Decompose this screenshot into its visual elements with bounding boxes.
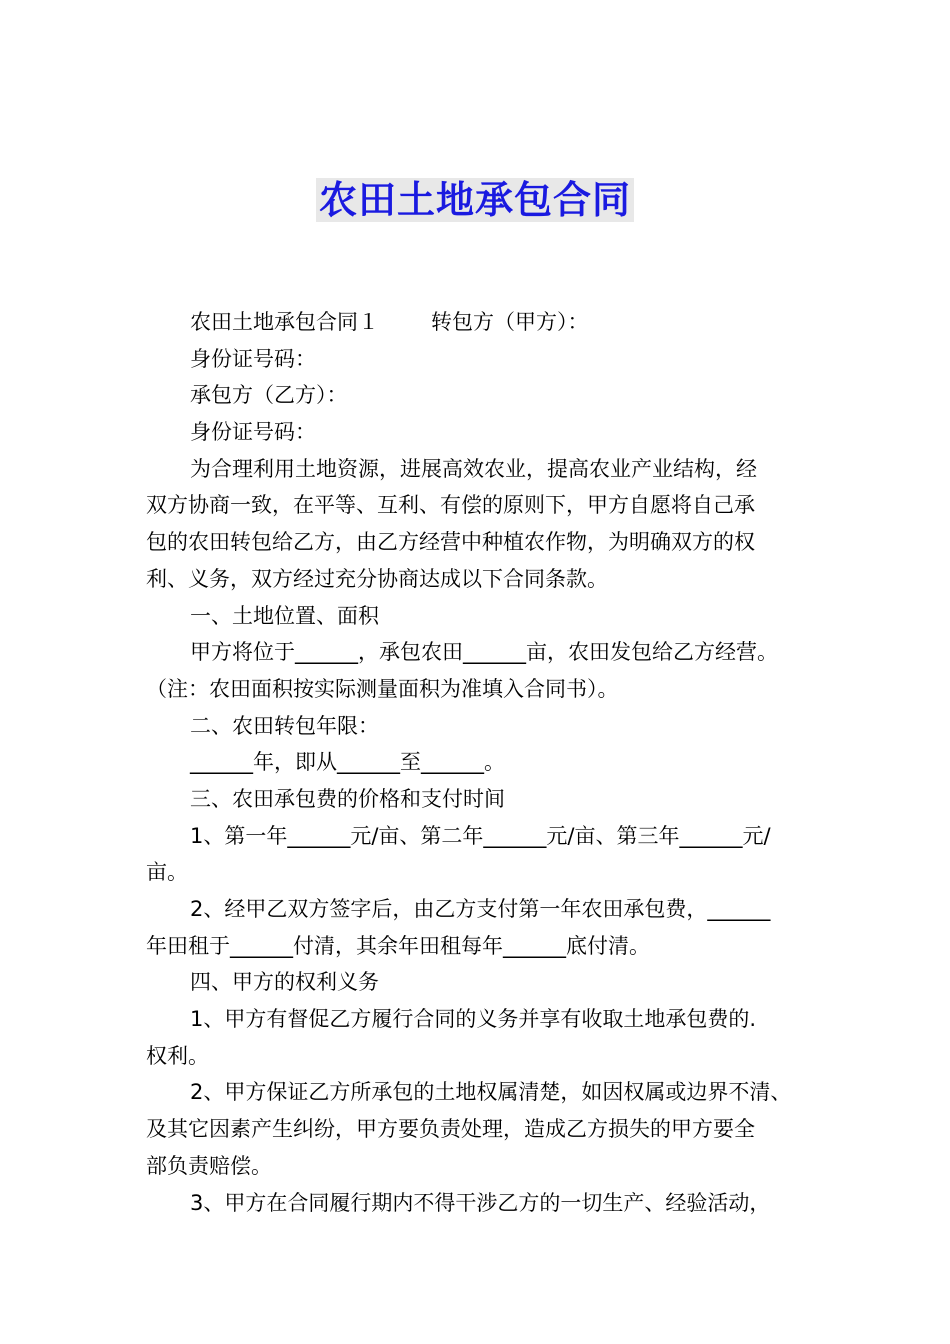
section-heading: 三、农田承包费的价格和支付时间 bbox=[190, 786, 505, 811]
paragraph-line bbox=[146, 304, 810, 341]
paragraph-line: 双方协商一致，在平等、互利、有偿的原则下，甲方自愿将自己承 bbox=[146, 493, 755, 518]
paragraph-line: 亩。 bbox=[146, 860, 188, 885]
paragraph-line: 包的农田转包给乙方，由乙方经营中种植农作物，为明确双方的权 bbox=[146, 530, 755, 555]
paragraph-line: 1、甲方有督促乙方履行合同的义务并享有收取土地承包费的. bbox=[190, 1007, 757, 1032]
paragraph-line: 2、甲方保证乙方所承包的土地权属清楚，如因权属或边界不清、 bbox=[190, 1080, 792, 1105]
paragraph-line: 为合理利用土地资源，进展高效农业，提高农业产业结构，经 bbox=[190, 456, 757, 481]
section-heading: 一、土地位置、面积 bbox=[190, 603, 379, 628]
paragraph-line: 身份证号码： bbox=[190, 346, 316, 371]
paragraph-line: 利、义务，双方经过充分协商达成以下合同条款。 bbox=[146, 566, 608, 591]
paragraph-line: 3、甲方在合同履行期内不得干涉乙方的一切生产、经验活动， bbox=[190, 1190, 771, 1215]
paragraph-line: 身份证号码： bbox=[190, 420, 316, 445]
paragraph-line: 甲方将位于______，承包农田______亩，农田发包给乙方经营。 bbox=[190, 640, 778, 665]
paragraph-line: 年田租于______付清，其余年田租每年______底付清。 bbox=[146, 933, 650, 958]
section-heading: 二、农田转包年限： bbox=[190, 713, 379, 738]
paragraph-line: 及其它因素产生纠纷，甲方要负责处理，造成乙方损失的甲方要全 bbox=[146, 1117, 755, 1142]
paragraph-line: ______年，即从______至______。 bbox=[190, 750, 505, 775]
paragraph-line: 部负责赔偿。 bbox=[146, 1153, 272, 1178]
party-a-label: 转包方（甲方）： bbox=[431, 310, 589, 334]
document-body bbox=[146, 304, 810, 1221]
paragraph-line: 2、经甲乙双方签字后，由乙方支付第一年农田承包费，______ bbox=[190, 897, 771, 921]
paragraph-line: （注：农田面积按实际测量面积为准填入合同书）。 bbox=[146, 676, 619, 701]
paragraph-line: 1、第一年______元/亩、第二年______元/亩、第三年______元/ bbox=[190, 823, 771, 848]
title-container bbox=[0, 178, 950, 222]
section-heading: 四、甲方的权利义务 bbox=[190, 970, 379, 995]
paragraph-line: 权利。 bbox=[146, 1043, 209, 1068]
line-text: 农田土地承包合同１ bbox=[190, 310, 379, 334]
paragraph-line: 承包方（乙方）： bbox=[190, 383, 348, 408]
document-title: 农田土地承包合同 bbox=[316, 178, 634, 222]
